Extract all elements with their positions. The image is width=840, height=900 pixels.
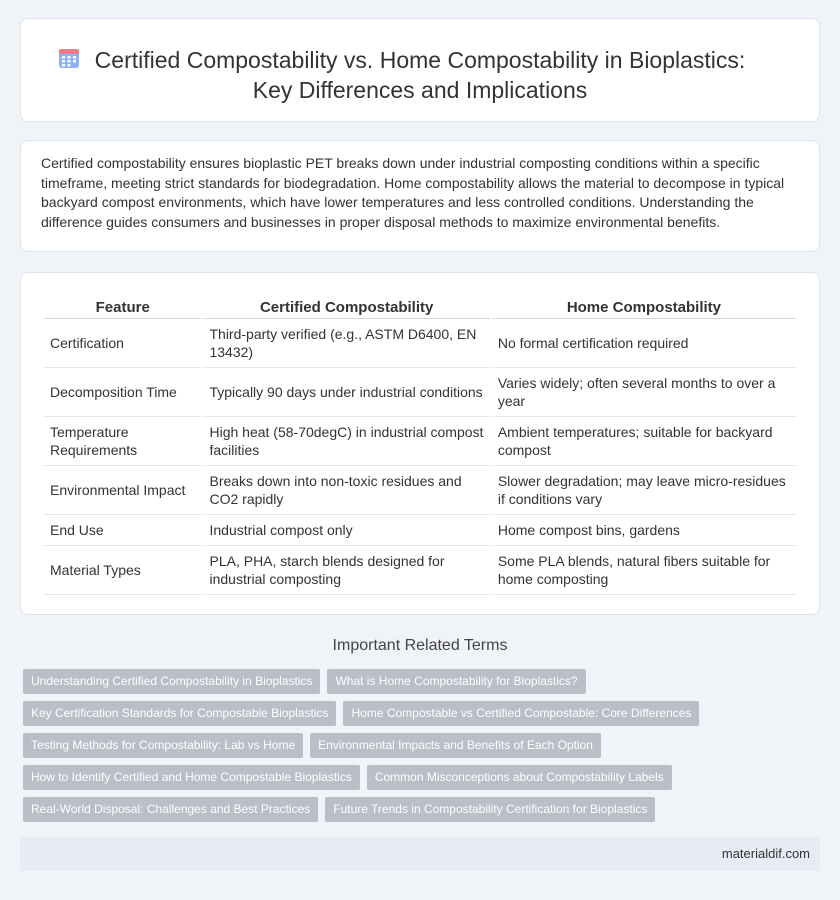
related-terms-list xyxy=(23,669,813,829)
related-term-link[interactable]: Common Misconceptions about Compostability Labels xyxy=(367,765,672,790)
title-line-2: Key Differences and Implications xyxy=(252,77,588,103)
comparison-card xyxy=(20,272,820,615)
table-row xyxy=(44,368,796,417)
row-feature: End Use xyxy=(44,515,201,546)
row-feature: Certification xyxy=(44,319,201,368)
row-feature: Material Types xyxy=(44,546,201,595)
table-row xyxy=(44,466,796,515)
intro-card xyxy=(20,140,820,252)
row-feature: Decomposition Time xyxy=(44,368,201,417)
related-term-link[interactable]: What is Home Compostability for Bioplastics? xyxy=(327,669,585,694)
related-term-link[interactable]: Environmental Impacts and Benefits of Each Option xyxy=(310,733,601,758)
footer-bar xyxy=(20,837,820,871)
related-term-link[interactable]: How to Identify Certified and Home Compostable Bioplastics xyxy=(23,765,360,790)
related-term-link[interactable]: Future Trends in Compostability Certification for Bioplastics xyxy=(325,797,655,822)
title-line-1: Certified Compostability vs. Home Compostability in Bioplastics: xyxy=(94,47,746,73)
table-row xyxy=(44,515,796,546)
table-row xyxy=(44,417,796,466)
header-card xyxy=(20,18,820,122)
related-term-link[interactable]: Understanding Certified Compostability in Bioplastics xyxy=(23,669,320,694)
row-home: No formal certification required xyxy=(492,319,796,368)
row-certified: Breaks down into non-toxic residues and CO2 rapidly xyxy=(203,466,489,515)
row-home: Varies widely; often several months to over a year xyxy=(492,368,796,417)
header-feature: Feature xyxy=(44,297,201,319)
related-term-link[interactable]: Key Certification Standards for Compostable Bioplastics xyxy=(23,701,336,726)
related-term-link[interactable]: Real-World Disposal: Challenges and Best Practices xyxy=(23,797,318,822)
related-term-link[interactable]: Testing Methods for Compostability: Lab vs Home xyxy=(23,733,303,758)
table-row xyxy=(44,546,796,595)
row-home: Ambient temperatures; suitable for backyard compost xyxy=(492,417,796,466)
related-term-link[interactable]: Home Compostable vs Certified Compostable: Core Differences xyxy=(343,701,699,726)
comparison-table xyxy=(42,297,798,595)
footer-site-link[interactable]: materialdif.com xyxy=(721,846,810,861)
row-home: Slower degradation; may leave micro-residues if conditions vary xyxy=(492,466,796,515)
row-certified: PLA, PHA, starch blends designed for industrial composting xyxy=(203,546,489,595)
table-row xyxy=(44,319,796,368)
row-feature: Environmental Impact xyxy=(44,466,201,515)
row-certified: Industrial compost only xyxy=(203,515,489,546)
header-certified: Certified Compostability xyxy=(203,297,489,319)
row-certified: Typically 90 days under industrial conditions xyxy=(203,368,489,417)
table-header-row xyxy=(44,297,796,319)
header-home: Home Compostability xyxy=(492,297,796,319)
related-terms-heading: Important Related Terms xyxy=(332,637,508,654)
page-title xyxy=(21,45,819,105)
row-home: Home compost bins, gardens xyxy=(492,515,796,546)
row-certified: Third-party verified (e.g., ASTM D6400, EN 13432) xyxy=(203,319,489,368)
row-home: Some PLA blends, natural fibers suitable for home composting xyxy=(492,546,796,595)
row-certified: High heat (58-70degC) in industrial compost facilities xyxy=(203,417,489,466)
row-feature: Temperature Requirements xyxy=(44,417,201,466)
intro-paragraph: Certified compostability ensures bioplastic PET breaks down under industrial composting conditions within a specific timeframe, meeting strict standards for biodegradation. Home compostability allows the material to decompose in typical backyard compost environments, which have lower temperatures and less controlled conditions. Understanding the difference guides consumers and businesses in proper disposal methods to maximize environmental benefits. xyxy=(41,155,785,230)
